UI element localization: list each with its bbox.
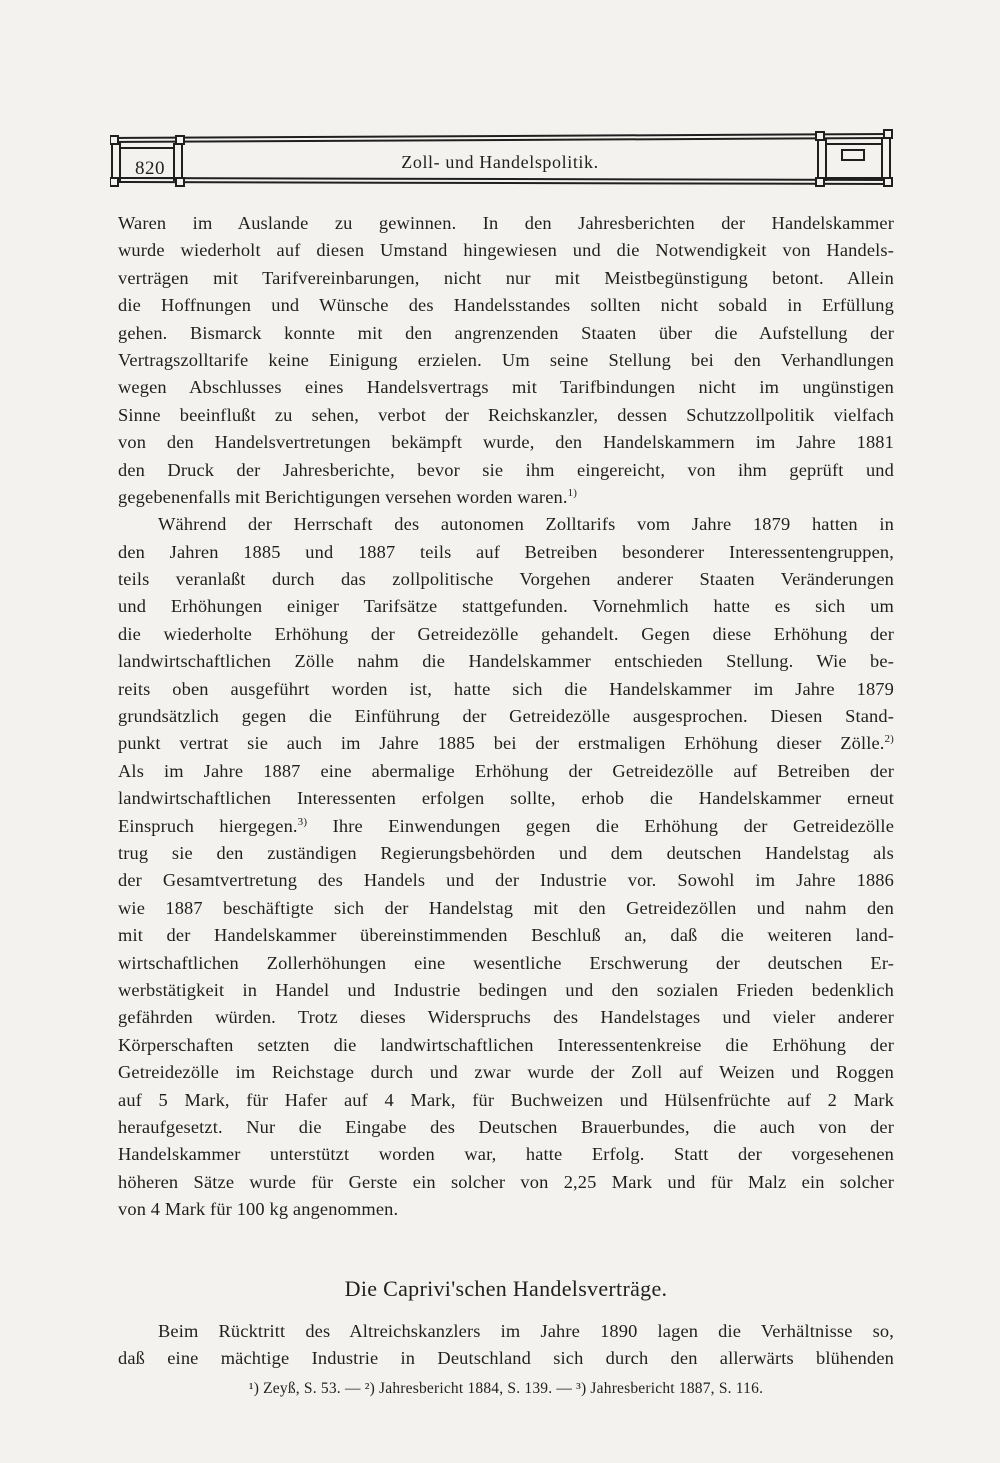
text-line: wirtschaftlichen Zollerhöhungen eine wesentliche Erschwerung der deutschen Er- xyxy=(118,952,894,973)
text-line: von 4 Mark für 100 kg angenommen. xyxy=(118,1199,399,1220)
text-line: der Gesamtvertretung des Handels und der Industrie vor. Sowohl im Jahre 1886 xyxy=(118,870,894,891)
text-line: Beim Rücktritt des Altreichskanzlers im Jahre 1890 lagen die Verhältnisse so, xyxy=(158,1321,894,1341)
text-line: gefährden würden. Trotz dieses Widerspruchs des Handelstages und vieler anderer xyxy=(118,1007,894,1028)
footnotes: ¹) Zeyß, S. 53. — ²) Jahresbericht 1884, S. 139. — ³) Jahresbericht 1887, S. 116. xyxy=(248,1380,764,1397)
text-span: Ihre Einwendungen gegen die Erhöhung der Getreidezölle xyxy=(307,815,894,836)
text-line: Während der Herrschaft des autonomen Zolltarifs vom Jahre 1879 hatten in xyxy=(158,514,894,535)
footnote-marker: 1) xyxy=(567,486,578,499)
text-line: landwirtschaftlichen Zölle nahm die Handelskammer entschieden Stellung. Wie be- xyxy=(118,651,894,672)
running-title: Zoll- und Handelspolitik. xyxy=(401,152,599,172)
footnote-marker: 3) xyxy=(297,815,308,828)
text-line: heraufgesetzt. Nur die Eingabe des Deutschen Brauerbundes, die auch von der xyxy=(118,1116,894,1137)
text-line: den Druck der Jahresberichte, bevor sie ihm eingereicht, von ihm geprüft und xyxy=(118,459,894,480)
text-line: gehen. Bismarck konnte mit den angrenzenden Staaten über die Aufstellung der xyxy=(118,322,894,343)
text-line: Vertragszolltarife keine Einigung erzielen. Um seine Stellung bei den Verhandlungen xyxy=(118,349,894,370)
text-line: den Jahren 1885 und 1887 teils auf Betreiben besonderer Interessentengruppen, xyxy=(118,541,894,562)
text-line: werbstätigkeit in Handel und Industrie bedingen und den sozialen Frieden bedenklich xyxy=(118,979,894,1000)
text-line: Waren im Auslande zu gewinnen. In den Jahresberichten der Handelskammer xyxy=(118,213,894,233)
text-span: gegebenenfalls mit Berichtigungen versehen worden waren. xyxy=(118,486,568,507)
text-span: Einspruch hiergegen. xyxy=(118,815,298,836)
text-line: reits oben ausgeführt worden ist, hatte sich die Handelskammer im Jahre 1879 xyxy=(118,678,894,699)
text-line: trug sie den zuständigen Regierungsbehörden und dem deutschen Handelstag als xyxy=(118,842,894,863)
text-line: Sinne beeinflußt zu sehen, verbot der Reichskanzler, dessen Schutzzollpolitik vielfach xyxy=(118,404,894,425)
text-line xyxy=(118,813,894,840)
footnote-marker: 2) xyxy=(884,733,894,746)
text-line: die Hoffnungen und Wünsche des Handelsstandes sollten nicht sobald in Erfüllung xyxy=(118,295,894,316)
text-line: die wiederholte Erhöhung der Getreidezölle gehandelt. Gegen diese Erhöhung der xyxy=(118,623,894,644)
text-line: Als im Jahre 1887 eine abermalige Erhöhung der Getreidezölle auf Betreiben der xyxy=(118,760,894,781)
text-line: landwirtschaftlichen Interessenten erfolgen sollte, erhob die Handelskammer erneut xyxy=(118,788,894,809)
text-line: höheren Sätze wurde für Gerste ein solcher von 2,25 Mark und für Malz ein solcher xyxy=(118,1171,894,1192)
text-line: Getreidezölle im Reichstage durch und zwar wurde der Zoll auf Weizen und Roggen xyxy=(118,1062,894,1083)
page-number: 820 xyxy=(135,158,165,179)
text-line: teils veranlaßt durch das zollpolitische Vorgehen anderer Staaten Veränderungen xyxy=(118,569,894,590)
text-line: Handelskammer unterstützt worden war, hatte Erfolg. Statt der vorgesehenen xyxy=(118,1144,894,1165)
main-text-continued xyxy=(118,1318,894,1373)
text-span: punkt vertrat sie auch im Jahre 1885 bei der erstmaligen Erhöhung dieser Zölle. xyxy=(118,733,885,754)
main-text xyxy=(118,210,894,1223)
text-line: verträgen mit Tarifvereinbarungen, nicht nur mit Meistbegünstigung betont. Allein xyxy=(118,267,894,288)
section-heading: Die Caprivi'schen Handelsverträge. xyxy=(344,1276,668,1301)
text-line xyxy=(118,484,894,511)
text-line xyxy=(118,730,894,757)
text-line: wie 1887 beschäftigte sich der Handelstag mit den Getreidezöllen und nahm den xyxy=(118,897,894,918)
text-line: wegen Abschlusses eines Handelsvertrags mit Tarifbindungen nicht im ungünstigen xyxy=(118,377,894,398)
text-line: daß eine mächtige Industrie in Deutschland sich durch den allerwärts blühenden xyxy=(118,1348,894,1369)
text-line: wurde wiederholt auf diesen Umstand hingewiesen und die Notwendigkeit von Handels- xyxy=(118,240,894,261)
text-line: grundsätzlich gegen die Einführung der Getreidezölle ausgesprochen. Diesen Stand- xyxy=(118,706,894,727)
text-line: auf 5 Mark, für Hafer auf 4 Mark, für Buchweizen und Hülsenfrüchte auf 2 Mark xyxy=(118,1089,894,1110)
text-line: mit der Handelskammer übereinstimmenden Beschluß an, daß die weiteren land- xyxy=(118,925,894,946)
text-line: Körperschaften setzten die landwirtschaftlichen Interessentenkreise die Erhöhung der xyxy=(118,1034,894,1055)
text-line: von den Handelsvertretungen bekämpft wurde, den Handelskammern im Jahre 1881 xyxy=(118,432,894,453)
text-line: und Erhöhungen einiger Tarifsätze stattgefunden. Vornehmlich hatte es sich um xyxy=(118,596,894,617)
